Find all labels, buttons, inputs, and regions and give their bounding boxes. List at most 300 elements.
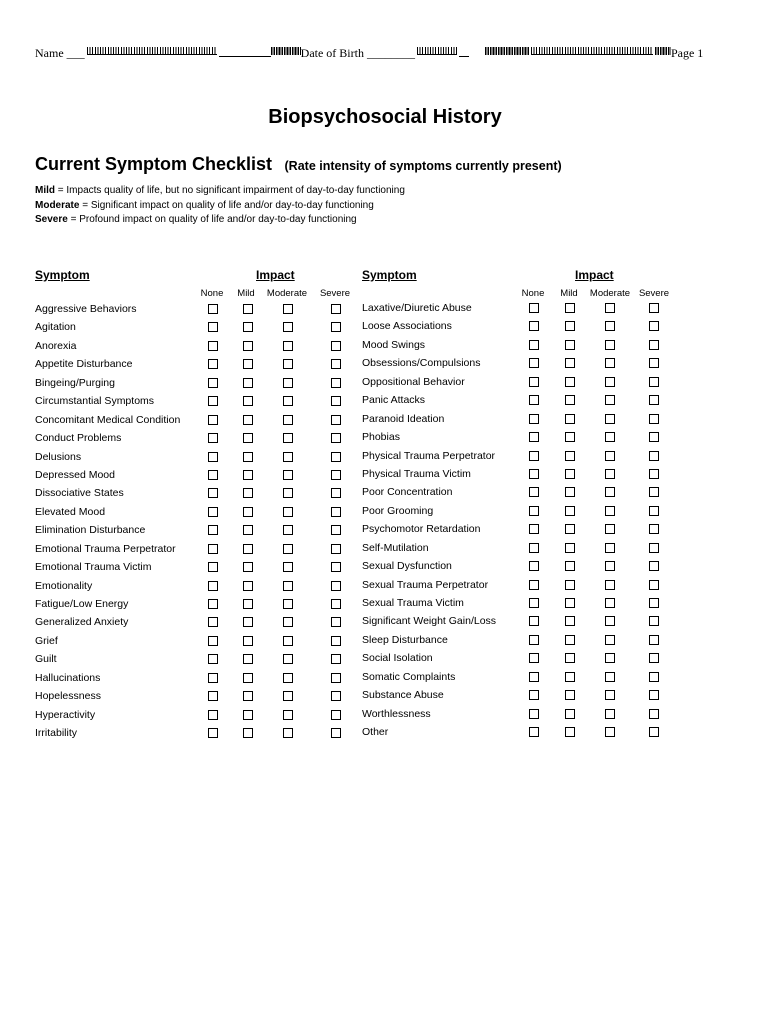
checkbox-mild[interactable]	[565, 303, 575, 313]
symptom-row	[35, 303, 355, 321]
checkbox-none[interactable]	[208, 636, 218, 646]
checkbox-none[interactable]	[208, 599, 218, 609]
checkbox-none[interactable]	[208, 304, 218, 314]
symptom-row	[362, 597, 662, 615]
checkbox-none[interactable]	[208, 452, 218, 462]
checkbox-severe[interactable]	[331, 396, 341, 406]
symptom-label: Self-Mutilation	[362, 541, 429, 554]
checkbox-moderate[interactable]	[605, 616, 615, 626]
checkbox-moderate[interactable]	[283, 433, 293, 443]
checkbox-none[interactable]	[529, 469, 539, 479]
checkbox-mild[interactable]	[243, 562, 253, 572]
checkbox-mild[interactable]	[243, 341, 253, 351]
checkbox-moderate[interactable]	[605, 524, 615, 534]
checkbox-mild[interactable]	[243, 525, 253, 535]
checkbox-mild[interactable]	[565, 653, 575, 663]
legend-term: Severe	[35, 214, 68, 225]
legend-item	[35, 184, 405, 199]
checkbox-moderate[interactable]	[283, 415, 293, 425]
checkbox-moderate[interactable]	[283, 378, 293, 388]
symptom-list-right	[362, 302, 662, 745]
symptom-label: Irritability	[35, 727, 78, 740]
symptom-label: Mood Swings	[362, 338, 426, 351]
checkbox-mild[interactable]	[243, 452, 253, 462]
checkbox-moderate[interactable]	[605, 580, 615, 590]
checkbox-none[interactable]	[529, 635, 539, 645]
symptom-label: Oppositional Behavior	[362, 375, 465, 388]
checkbox-moderate[interactable]	[605, 358, 615, 368]
checkbox-moderate[interactable]	[605, 414, 615, 424]
checkbox-mild[interactable]	[565, 414, 575, 424]
checkbox-none[interactable]	[208, 691, 218, 701]
checkbox-moderate[interactable]	[605, 377, 615, 387]
checkbox-mild[interactable]	[243, 581, 253, 591]
checkbox-none[interactable]	[529, 580, 539, 590]
symptom-label: Hopelessness	[35, 690, 101, 703]
checkbox-none[interactable]	[529, 672, 539, 682]
checkbox-none[interactable]	[529, 321, 539, 331]
checkbox-severe[interactable]	[649, 727, 659, 737]
checkbox-moderate[interactable]	[605, 469, 615, 479]
checkbox-severe[interactable]	[649, 580, 659, 590]
checkbox-mild[interactable]	[565, 543, 575, 553]
checkbox-severe[interactable]	[331, 636, 341, 646]
checkbox-mild[interactable]	[565, 432, 575, 442]
symptom-row	[362, 468, 662, 486]
document-title: Biopsychosocial History	[268, 106, 502, 128]
checkbox-none[interactable]	[529, 432, 539, 442]
symptom-row	[35, 580, 355, 598]
symptom-label: Bingeing/Purging	[35, 376, 115, 389]
symptom-label: Phobias	[362, 431, 400, 444]
level-header-severe-right: Severe	[638, 288, 670, 299]
checkbox-none[interactable]	[208, 525, 218, 535]
checkbox-mild[interactable]	[243, 322, 253, 332]
checkbox-severe[interactable]	[331, 378, 341, 388]
checkbox-moderate[interactable]	[283, 562, 293, 572]
symptom-label: Sexual Trauma Victim	[362, 597, 464, 609]
checkbox-none[interactable]	[208, 396, 218, 406]
checkbox-severe[interactable]	[649, 653, 659, 663]
checkbox-none[interactable]	[529, 524, 539, 534]
symptom-label: Somatic Complaints	[362, 670, 456, 683]
checkbox-moderate[interactable]	[283, 691, 293, 701]
checkbox-moderate[interactable]	[283, 636, 293, 646]
impact-column-header-left: Impact	[256, 268, 295, 282]
checkbox-mild[interactable]	[565, 506, 575, 516]
checkbox-moderate[interactable]	[283, 599, 293, 609]
symptom-label: Agitation	[35, 321, 76, 334]
checkbox-mild[interactable]	[565, 321, 575, 331]
header-artifact	[271, 47, 301, 55]
checkbox-none[interactable]	[529, 616, 539, 626]
impact-column-header-right: Impact	[575, 268, 614, 282]
checkbox-none[interactable]	[529, 340, 539, 350]
checkbox-none[interactable]	[208, 322, 218, 332]
symptom-row	[362, 357, 662, 375]
checkbox-severe[interactable]	[649, 598, 659, 608]
checkbox-mild[interactable]	[565, 580, 575, 590]
checkbox-mild[interactable]	[565, 451, 575, 461]
checkbox-moderate[interactable]	[283, 673, 293, 683]
level-header-none-right: None	[521, 288, 545, 299]
checkbox-mild[interactable]	[565, 377, 575, 387]
checkbox-moderate[interactable]	[605, 340, 615, 350]
checkbox-severe[interactable]	[649, 506, 659, 516]
checkbox-severe[interactable]	[649, 672, 659, 682]
checkbox-moderate[interactable]	[605, 506, 615, 516]
checkbox-severe[interactable]	[649, 709, 659, 719]
date-of-birth-underline	[459, 46, 469, 57]
symptom-row	[362, 486, 662, 504]
checkbox-moderate[interactable]	[283, 488, 293, 498]
legend-text: = Significant impact on quality of life and/or day-to-day functioning	[79, 199, 374, 211]
checkbox-none[interactable]	[208, 341, 218, 351]
symptom-row	[362, 505, 662, 523]
checklist-heading: Current Symptom Checklist	[35, 154, 273, 174]
checkbox-mild[interactable]	[243, 691, 253, 701]
date-of-birth-field[interactable]	[417, 47, 457, 55]
checkbox-moderate[interactable]	[283, 341, 293, 351]
symptom-label: Poor Grooming	[362, 504, 434, 517]
checkbox-mild[interactable]	[565, 340, 575, 350]
checkbox-severe[interactable]	[649, 635, 659, 645]
checkbox-moderate[interactable]	[605, 727, 615, 737]
symptom-row	[35, 451, 355, 469]
symptom-row	[35, 432, 355, 450]
checkbox-mild[interactable]	[565, 487, 575, 497]
checkbox-mild[interactable]	[243, 617, 253, 627]
checkbox-moderate[interactable]	[283, 728, 293, 738]
checkbox-mild[interactable]	[565, 358, 575, 368]
checkbox-severe[interactable]	[649, 690, 659, 700]
legend-item	[35, 213, 405, 228]
checkbox-severe[interactable]	[331, 710, 341, 720]
symptom-row	[35, 395, 355, 413]
checkbox-mild[interactable]	[565, 395, 575, 405]
checkbox-none[interactable]	[529, 395, 539, 405]
symptom-row	[362, 708, 662, 726]
symptom-label: Aggressive Behaviors	[35, 303, 137, 315]
legend-text: = Profound impact on quality of life and/or day-to-day functioning	[67, 214, 357, 225]
checkbox-moderate[interactable]	[283, 710, 293, 720]
checkbox-none[interactable]	[208, 359, 218, 369]
checkbox-mild[interactable]	[565, 690, 575, 700]
checkbox-moderate[interactable]	[283, 654, 293, 664]
checkbox-moderate[interactable]	[283, 322, 293, 332]
checkbox-moderate[interactable]	[283, 470, 293, 480]
checkbox-moderate[interactable]	[605, 672, 615, 682]
symptom-label: Physical Trauma Victim	[362, 467, 471, 480]
symptom-label: Anorexia	[35, 339, 77, 352]
symptom-label: Loose Associations	[362, 320, 452, 333]
severity-legend	[35, 184, 405, 228]
symptom-label: Worthlessness	[362, 707, 431, 720]
checkbox-severe[interactable]	[331, 415, 341, 425]
checkbox-none[interactable]	[208, 507, 218, 517]
checkbox-moderate[interactable]	[605, 303, 615, 313]
symptom-label: Sexual Dysfunction	[362, 560, 452, 573]
legend-term: Moderate	[35, 199, 80, 211]
checkbox-none[interactable]	[529, 543, 539, 553]
symptom-row	[35, 709, 355, 727]
checkbox-moderate[interactable]	[605, 432, 615, 442]
checkbox-severe[interactable]	[649, 469, 659, 479]
checkbox-mild[interactable]	[243, 710, 253, 720]
checkbox-none[interactable]	[529, 451, 539, 461]
checkbox-moderate[interactable]	[283, 617, 293, 627]
checkbox-none[interactable]	[208, 378, 218, 388]
symptom-label: Circumstantial Symptoms	[35, 395, 155, 408]
symptom-label: Hallucinations	[35, 671, 101, 684]
checkbox-severe[interactable]	[331, 341, 341, 351]
checkbox-mild[interactable]	[243, 488, 253, 498]
checkbox-none[interactable]	[208, 544, 218, 554]
checkbox-mild[interactable]	[565, 672, 575, 682]
checkbox-mild[interactable]	[565, 561, 575, 571]
checkbox-mild[interactable]	[243, 544, 253, 554]
checkbox-mild[interactable]	[243, 507, 253, 517]
checkbox-severe[interactable]	[331, 525, 341, 535]
checkbox-moderate[interactable]	[605, 598, 615, 608]
symptom-row	[35, 653, 355, 671]
checkbox-none[interactable]	[529, 487, 539, 497]
checkbox-none[interactable]	[529, 506, 539, 516]
checkbox-none[interactable]	[529, 598, 539, 608]
checkbox-none[interactable]	[208, 710, 218, 720]
checkbox-severe[interactable]	[331, 433, 341, 443]
checkbox-severe[interactable]	[649, 524, 659, 534]
checkbox-severe[interactable]	[649, 432, 659, 442]
level-header-none-left: None	[200, 288, 224, 299]
checkbox-none[interactable]	[208, 488, 218, 498]
checkbox-moderate[interactable]	[605, 321, 615, 331]
symptom-row	[35, 616, 355, 634]
checkbox-none[interactable]	[529, 653, 539, 663]
checkbox-severe[interactable]	[331, 617, 341, 627]
checkbox-severe[interactable]	[331, 728, 341, 738]
checkbox-mild[interactable]	[565, 524, 575, 534]
checklist-subheading: (Rate intensity of symptoms currently present)	[284, 159, 562, 173]
checkbox-severe[interactable]	[331, 470, 341, 480]
checkbox-none[interactable]	[208, 562, 218, 572]
symptom-row	[362, 560, 662, 578]
symptom-row	[362, 450, 662, 468]
symptom-row	[35, 321, 355, 339]
checkbox-mild[interactable]	[243, 673, 253, 683]
checkbox-none[interactable]	[529, 303, 539, 313]
checkbox-moderate[interactable]	[283, 359, 293, 369]
symptom-label: Physical Trauma Perpetrator	[362, 449, 496, 462]
checkbox-none[interactable]	[208, 415, 218, 425]
symptom-row	[35, 561, 355, 579]
checkbox-mild[interactable]	[243, 654, 253, 664]
symptom-row	[35, 377, 355, 395]
name-label: Name ___	[35, 46, 85, 60]
symptom-row	[35, 543, 355, 561]
symptom-label: Significant Weight Gain/Loss	[362, 615, 497, 628]
symptom-label: Conduct Problems	[35, 432, 122, 445]
symptom-row	[362, 431, 662, 449]
checkbox-moderate[interactable]	[605, 561, 615, 571]
checkbox-severe[interactable]	[649, 321, 659, 331]
checkbox-none[interactable]	[529, 377, 539, 387]
checkbox-mild[interactable]	[243, 304, 253, 314]
symptom-row	[35, 358, 355, 376]
checkbox-none[interactable]	[529, 414, 539, 424]
level-header-moderate-right: Moderate	[589, 288, 631, 299]
checkbox-moderate[interactable]	[605, 451, 615, 461]
name-field[interactable]	[87, 47, 217, 55]
checkbox-severe[interactable]	[649, 358, 659, 368]
checkbox-moderate[interactable]	[283, 304, 293, 314]
checkbox-severe[interactable]	[649, 303, 659, 313]
symptom-label: Poor Concentration	[362, 486, 453, 499]
checkbox-none[interactable]	[529, 690, 539, 700]
symptom-column-header-right: Symptom	[362, 268, 417, 282]
checkbox-severe[interactable]	[649, 616, 659, 626]
checkbox-mild[interactable]	[565, 635, 575, 645]
checkbox-mild[interactable]	[243, 415, 253, 425]
symptom-label: Substance Abuse	[362, 689, 444, 702]
checkbox-none[interactable]	[208, 433, 218, 443]
checkbox-none[interactable]	[208, 728, 218, 738]
symptom-label: Appetite Disturbance	[35, 358, 133, 371]
symptom-row	[362, 671, 662, 689]
legend-text: = Impacts quality of life, but no significant impairment of day-to-day functioning	[55, 185, 405, 196]
symptom-label: Sexual Trauma Perpetrator	[362, 578, 489, 591]
checkbox-severe[interactable]	[649, 414, 659, 424]
symptom-label: Fatigue/Low Energy	[35, 598, 129, 610]
symptom-label: Elevated Mood	[35, 505, 106, 518]
symptom-label: Obsessions/Compulsions	[362, 357, 481, 370]
checkbox-mild[interactable]	[243, 433, 253, 443]
checkbox-severe[interactable]	[331, 322, 341, 332]
level-header-mild-left: Mild	[237, 288, 255, 299]
checkbox-severe[interactable]	[331, 654, 341, 664]
checkbox-severe[interactable]	[331, 488, 341, 498]
checkbox-severe[interactable]	[649, 451, 659, 461]
checkbox-moderate[interactable]	[283, 452, 293, 462]
checkbox-none[interactable]	[208, 673, 218, 683]
symptom-row	[35, 635, 355, 653]
checkbox-moderate[interactable]	[605, 690, 615, 700]
checkbox-severe[interactable]	[649, 395, 659, 405]
symptom-label: Generalized Anxiety	[35, 616, 129, 629]
symptom-row	[362, 413, 662, 431]
checkbox-moderate[interactable]	[605, 653, 615, 663]
checkbox-severe[interactable]	[331, 599, 341, 609]
checkbox-moderate[interactable]	[283, 581, 293, 591]
checkbox-severe[interactable]	[331, 581, 341, 591]
symptom-row	[35, 487, 355, 505]
checkbox-none[interactable]	[208, 581, 218, 591]
symptom-row	[362, 302, 662, 320]
checkbox-severe[interactable]	[649, 561, 659, 571]
checkbox-severe[interactable]	[649, 377, 659, 387]
checkbox-mild[interactable]	[565, 598, 575, 608]
checkbox-mild[interactable]	[243, 396, 253, 406]
symptom-label: Sleep Disturbance	[362, 633, 448, 646]
symptom-label: Psychomotor Retardation	[362, 523, 481, 536]
checkbox-moderate[interactable]	[605, 543, 615, 553]
level-header-moderate-left: Moderate	[266, 288, 308, 299]
header-artifact	[485, 47, 529, 55]
section-heading	[35, 154, 562, 175]
symptom-label: Concomitant Medical Condition	[35, 413, 181, 426]
checkbox-mild[interactable]	[565, 727, 575, 737]
checkbox-severe[interactable]	[331, 359, 341, 369]
checkbox-severe[interactable]	[649, 487, 659, 497]
checkbox-mild[interactable]	[243, 378, 253, 388]
checkbox-severe[interactable]	[331, 544, 341, 554]
legend-term: Mild	[35, 185, 55, 196]
level-header-severe-left: Severe	[319, 288, 351, 299]
checkbox-mild[interactable]	[565, 709, 575, 719]
symptom-row	[362, 542, 662, 560]
checkbox-severe[interactable]	[331, 507, 341, 517]
symptom-label: Emotional Trauma Victim	[35, 561, 152, 574]
symptom-row	[362, 339, 662, 357]
checkbox-none[interactable]	[208, 470, 218, 480]
symptom-row	[35, 414, 355, 432]
checkbox-none[interactable]	[208, 654, 218, 664]
symptom-label: Delusions	[35, 450, 82, 463]
checkbox-mild[interactable]	[243, 636, 253, 646]
symptom-label: Elimination Disturbance	[35, 524, 146, 537]
checkbox-mild[interactable]	[565, 469, 575, 479]
checkbox-moderate[interactable]	[283, 525, 293, 535]
checkbox-none[interactable]	[529, 709, 539, 719]
checkbox-mild[interactable]	[243, 599, 253, 609]
checkbox-moderate[interactable]	[605, 635, 615, 645]
checkbox-moderate[interactable]	[605, 395, 615, 405]
checkbox-mild[interactable]	[243, 470, 253, 480]
symptom-row	[35, 727, 355, 745]
legend-item	[35, 199, 405, 214]
checkbox-moderate[interactable]	[283, 507, 293, 517]
checkbox-severe[interactable]	[331, 673, 341, 683]
checkbox-severe[interactable]	[331, 691, 341, 701]
checkbox-severe[interactable]	[331, 304, 341, 314]
checkbox-moderate[interactable]	[283, 544, 293, 554]
checkbox-moderate[interactable]	[605, 487, 615, 497]
symptom-label: Other	[362, 726, 389, 739]
checkbox-mild[interactable]	[243, 359, 253, 369]
checkbox-severe[interactable]	[331, 562, 341, 572]
checkbox-mild[interactable]	[565, 616, 575, 626]
symptom-row	[35, 340, 355, 358]
symptom-row	[362, 523, 662, 541]
checkbox-none[interactable]	[529, 727, 539, 737]
symptom-column-header-left: Symptom	[35, 268, 90, 282]
symptom-row	[362, 652, 662, 670]
symptom-label: Paranoid Ideation	[362, 412, 445, 425]
checkbox-mild[interactable]	[243, 728, 253, 738]
header-artifact	[655, 47, 671, 55]
checkbox-none[interactable]	[529, 358, 539, 368]
checkbox-none[interactable]	[529, 561, 539, 571]
checkbox-none[interactable]	[208, 617, 218, 627]
header-line	[35, 46, 735, 64]
checkbox-severe[interactable]	[649, 543, 659, 553]
symptom-row	[35, 690, 355, 708]
checkbox-severe[interactable]	[649, 340, 659, 350]
checkbox-severe[interactable]	[331, 452, 341, 462]
checkbox-moderate[interactable]	[283, 396, 293, 406]
checkbox-moderate[interactable]	[605, 709, 615, 719]
symptom-row	[35, 506, 355, 524]
